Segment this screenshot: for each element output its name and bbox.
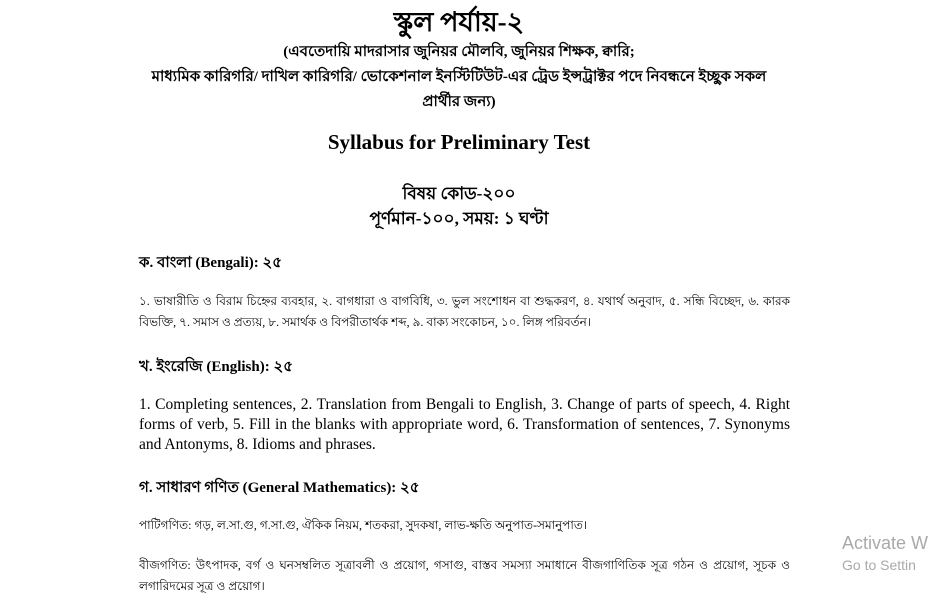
page-title: স্কুল পর্যায়-২: [393, 7, 525, 37]
english-body: 1. Completing sentences, 2. Translation from Bengali to English, 3. Change of parts of speech, 4. Right forms of verb, 5. Fill in the blanks with appropriate word, 6. Transformation of sentences, 7. Synonyms and Antonyms, 8. Idioms and phrases.: [139, 396, 790, 453]
math-arithmetic: পাটিগণিত: গড়, ল.সা.গু, গ.সা.গু, ঐকিক নিয়ম, শতকরা, সুদকষা, লাভ-ক্ষতি অনুপাত-সমানুপাত।: [139, 518, 588, 532]
eligibility-line-2: মাধ্যমিক কারিগরি/ দাখিল কারিগরি/ ভোকেশনাল ইনস্টিটিউট-এর ট্রেড ইন্সট্রাক্টর পদে নিবন্ধনে ইচ্ছুক সকল: [151, 69, 767, 85]
eligibility-line-3: প্রার্থীর জন্য): [422, 94, 496, 110]
syllabus-title: Syllabus for Preliminary Test: [327, 130, 591, 154]
math-heading: গ. সাধারণ গণিত (General Mathematics): ২৫: [139, 480, 420, 496]
marks-time: পূর্ণমান-১০০, সময়: ১ ঘণ্টা: [369, 209, 549, 228]
eligibility-line-1: (এবতেদায়ি মাদরাসার জুনিয়র মৌলবি, জুনিয়র শিক্ষক, ক্বারি;: [283, 44, 635, 60]
eligibility-note: [0, 40, 918, 115]
subject-code: বিষয় কোড-২০০: [402, 184, 516, 203]
go-to-settings-watermark: Go to Settin: [842, 557, 916, 573]
english-heading: খ. ইংরেজি (English): ২৫: [139, 359, 293, 375]
bengali-body: ১. ভাষারীতি ও বিরাম চিহ্নের ব্যবহার, ২. বাগধারা ও বাগবিধি, ৩. ভুল সংশোধন বা শুদ্ধকরণ, ৪. যথার্থ অনুবাদ, ৫. সন্ধি বিচ্ছেদ, ৬. কারক বিভক্তি, ৭. সমাস ও প্রত্যয়, ৮. সমার্থক ও বিপরীতার্থক শব্দ, ৯. বাক্য সংকোচন, ১০. লিঙ্গ পরিবর্তন।: [139, 294, 790, 329]
math-algebra: বীজগণিত: উৎপাদক, বর্গ ও ঘনসম্বলিত সূত্রাবলী ও প্রয়োগ, গসাগু, বাস্তব সমস্যা সমাধানে বীজগাণিতিক সূত্র গঠন ও প্রয়োগ, সূচক ও লগারিদমের সূত্র ও প্রয়োগ।: [139, 558, 790, 593]
bengali-heading: ক. বাংলা (Bengali): ২৫: [139, 255, 282, 271]
activate-windows-watermark: Activate W: [842, 533, 928, 553]
